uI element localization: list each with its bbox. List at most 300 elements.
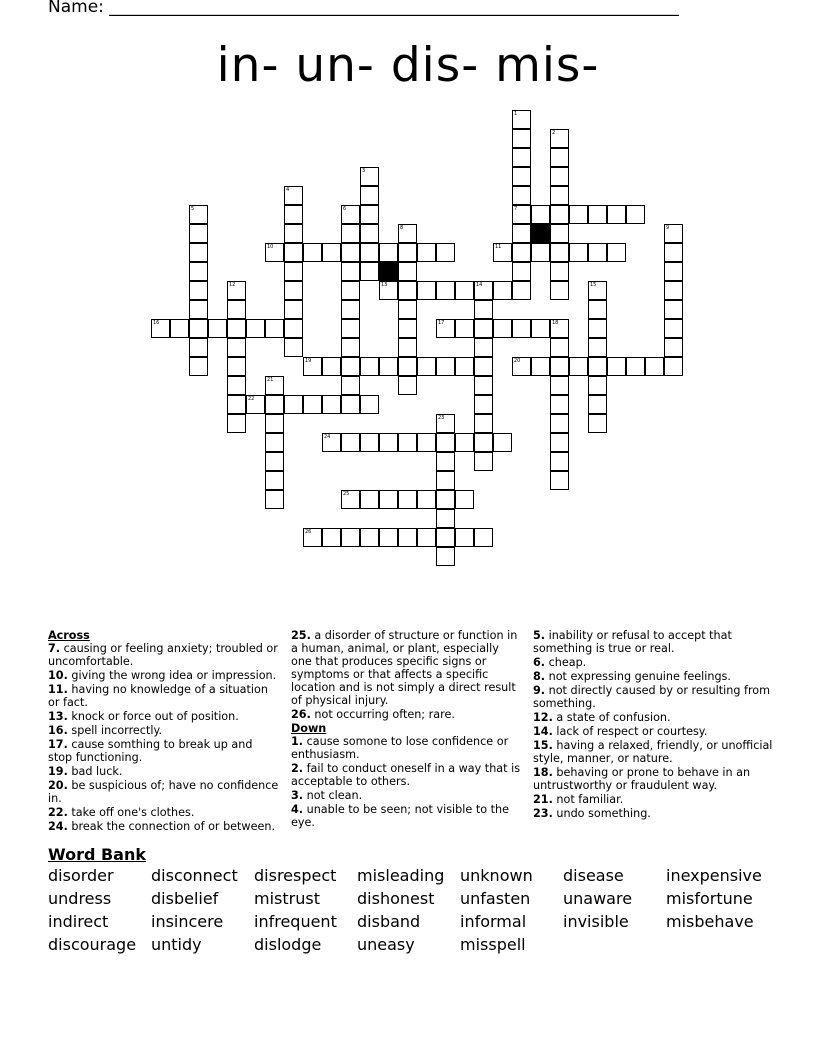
grid-cell[interactable] <box>341 281 360 300</box>
clue-text: be suspicious of; have no confidence in. <box>48 779 279 805</box>
black-cell <box>379 262 398 281</box>
word-bank-word: disbelief <box>151 889 219 908</box>
grid-cell[interactable] <box>436 509 455 528</box>
grid-cell[interactable] <box>341 433 360 452</box>
grid-cell[interactable] <box>474 376 493 395</box>
grid-cell[interactable] <box>151 319 170 338</box>
grid-cell[interactable] <box>227 357 246 376</box>
grid-cell[interactable] <box>550 281 569 300</box>
grid-cell[interactable] <box>493 243 512 262</box>
grid-cell[interactable] <box>189 224 208 243</box>
grid-cell[interactable] <box>436 281 455 300</box>
grid-cell[interactable] <box>664 300 683 319</box>
grid-cell[interactable] <box>189 357 208 376</box>
grid-cell[interactable] <box>512 205 531 224</box>
grid-cell[interactable] <box>360 224 379 243</box>
grid-cell[interactable] <box>455 490 474 509</box>
grid-cell[interactable] <box>227 376 246 395</box>
word-bank-word: misspell <box>460 935 526 954</box>
grid-cell[interactable] <box>531 319 550 338</box>
grid-cell[interactable] <box>379 490 398 509</box>
clue-item <box>48 683 280 709</box>
grid-cell[interactable] <box>550 148 569 167</box>
grid-cell[interactable] <box>398 243 417 262</box>
grid-cell[interactable] <box>607 205 626 224</box>
word-bank-word: unaware <box>563 889 633 908</box>
grid-cell[interactable] <box>588 281 607 300</box>
clue-text: a state of confusion. <box>552 711 671 724</box>
clue-text: fail to conduct oneself in a way that is acceptable to others. <box>291 762 521 788</box>
grid-cell[interactable] <box>284 338 303 357</box>
clue-text: having a relaxed, friendly, or unofficial style, manner, or nature. <box>533 739 773 765</box>
clue-number-label: 10. <box>48 669 68 682</box>
grid-cell[interactable] <box>569 243 588 262</box>
clue-number: 4 <box>286 187 290 193</box>
clue-item <box>48 710 280 723</box>
grid-cell[interactable] <box>531 205 550 224</box>
clue-text: cheap. <box>545 656 587 669</box>
clue-number: 15 <box>590 282 597 288</box>
grid-cell[interactable] <box>284 205 303 224</box>
clue-number-label: 13. <box>48 710 68 723</box>
grid-cell[interactable] <box>341 224 360 243</box>
grid-cell[interactable] <box>265 319 284 338</box>
clue-item <box>533 670 773 683</box>
grid-cell[interactable] <box>588 414 607 433</box>
clue-text: cause somthing to break up and stop functioning. <box>48 738 253 764</box>
grid-cell[interactable] <box>379 281 398 300</box>
black-cell <box>531 224 550 243</box>
clues-column-1 <box>48 629 280 834</box>
grid-cell[interactable] <box>322 357 341 376</box>
grid-cell[interactable] <box>436 357 455 376</box>
grid-cell[interactable] <box>550 471 569 490</box>
grid-cell[interactable] <box>265 490 284 509</box>
grid-cell[interactable] <box>550 357 569 376</box>
grid-cell[interactable] <box>455 319 474 338</box>
grid-cell[interactable] <box>626 357 645 376</box>
clue-number: 24 <box>324 434 331 440</box>
grid-cell[interactable] <box>436 490 455 509</box>
grid-cell[interactable] <box>512 167 531 186</box>
clues-column-2 <box>291 629 523 830</box>
grid-cell[interactable] <box>550 129 569 148</box>
word-bank <box>48 866 788 958</box>
grid-cell[interactable] <box>284 243 303 262</box>
grid-cell[interactable] <box>607 243 626 262</box>
grid-cell[interactable] <box>512 319 531 338</box>
clue-number-label: 20. <box>48 779 68 792</box>
grid-cell[interactable] <box>550 452 569 471</box>
grid-cell[interactable] <box>588 338 607 357</box>
word-bank-row <box>48 912 788 935</box>
grid-cell[interactable] <box>189 281 208 300</box>
grid-cell[interactable] <box>189 262 208 281</box>
grid-cell[interactable] <box>379 433 398 452</box>
grid-cell[interactable] <box>341 528 360 547</box>
clue-number-label: 9. <box>533 684 546 697</box>
grid-cell[interactable] <box>398 357 417 376</box>
clue-number: 9 <box>666 225 670 231</box>
grid-cell[interactable] <box>550 376 569 395</box>
clue-number: 2 <box>552 130 556 136</box>
clue-text: giving the wrong idea or impression. <box>67 669 277 682</box>
grid-cell[interactable] <box>360 205 379 224</box>
grid-cell[interactable] <box>664 338 683 357</box>
clue-number-label: 21. <box>533 793 553 806</box>
clue-item <box>533 684 773 710</box>
clue-number-label: 22. <box>48 806 68 819</box>
grid-cell[interactable] <box>436 471 455 490</box>
grid-cell[interactable] <box>398 490 417 509</box>
grid-cell[interactable] <box>588 357 607 376</box>
word-bank-word: disband <box>357 912 421 931</box>
grid-cell[interactable] <box>645 357 664 376</box>
clue-item <box>48 765 280 778</box>
grid-cell[interactable] <box>474 338 493 357</box>
grid-cell[interactable] <box>550 167 569 186</box>
grid-cell[interactable] <box>512 110 531 129</box>
grid-cell[interactable] <box>398 262 417 281</box>
grid-cell[interactable] <box>664 319 683 338</box>
clue-item <box>533 629 773 655</box>
grid-cell[interactable] <box>531 357 550 376</box>
word-bank-row <box>48 866 788 889</box>
grid-cell[interactable] <box>265 376 284 395</box>
word-bank-word: misfortune <box>666 889 753 908</box>
grid-cell[interactable] <box>512 148 531 167</box>
word-bank-row <box>48 889 788 912</box>
grid-cell[interactable] <box>341 205 360 224</box>
grid-cell[interactable] <box>360 167 379 186</box>
grid-cell[interactable] <box>512 281 531 300</box>
clue-item <box>291 629 523 707</box>
clue-number: 8 <box>400 225 404 231</box>
grid-cell[interactable] <box>512 243 531 262</box>
grid-cell[interactable] <box>189 243 208 262</box>
grid-cell[interactable] <box>588 205 607 224</box>
grid-cell[interactable] <box>455 433 474 452</box>
grid-cell[interactable] <box>341 338 360 357</box>
grid-cell[interactable] <box>341 243 360 262</box>
grid-cell[interactable] <box>550 205 569 224</box>
word-bank-word: infrequent <box>254 912 337 931</box>
clue-item <box>291 735 523 761</box>
clue-text: break the connection of or between. <box>67 820 275 833</box>
grid-cell[interactable] <box>398 224 417 243</box>
clue-number: 16 <box>153 320 160 326</box>
grid-cell[interactable] <box>360 528 379 547</box>
grid-cell[interactable] <box>208 319 227 338</box>
word-bank-word: uneasy <box>357 935 415 954</box>
grid-cell[interactable] <box>455 357 474 376</box>
grid-cell[interactable] <box>436 528 455 547</box>
clue-number: 5 <box>191 206 195 212</box>
clue-number: 3 <box>362 168 366 174</box>
grid-cell[interactable] <box>588 300 607 319</box>
clue-item <box>533 793 773 806</box>
grid-cell[interactable] <box>398 338 417 357</box>
clue-text: lack of respect or courtesy. <box>552 725 708 738</box>
clue-item <box>533 807 773 820</box>
grid-cell[interactable] <box>360 433 379 452</box>
grid-cell[interactable] <box>417 490 436 509</box>
grid-cell[interactable] <box>284 262 303 281</box>
grid-cell[interactable] <box>436 414 455 433</box>
clue-text: not occurring often; rare. <box>310 708 455 721</box>
word-bank-word: dislodge <box>254 935 322 954</box>
grid-cell[interactable] <box>436 319 455 338</box>
grid-cell[interactable] <box>436 547 455 566</box>
clue-number: 18 <box>552 320 559 326</box>
grid-cell[interactable] <box>303 395 322 414</box>
clue-number: 23 <box>438 415 445 421</box>
grid-cell[interactable] <box>189 338 208 357</box>
grid-cell[interactable] <box>588 376 607 395</box>
grid-cell[interactable] <box>360 490 379 509</box>
grid-cell[interactable] <box>664 281 683 300</box>
grid-cell[interactable] <box>303 357 322 376</box>
grid-cell[interactable] <box>398 528 417 547</box>
grid-cell[interactable] <box>512 357 531 376</box>
word-bank-word: informal <box>460 912 527 931</box>
clue-number: 19 <box>305 358 312 364</box>
grid-cell[interactable] <box>512 262 531 281</box>
clue-number-label: 11. <box>48 683 68 696</box>
clue-number-label: 17. <box>48 738 68 751</box>
grid-cell[interactable] <box>550 243 569 262</box>
grid-cell[interactable] <box>227 300 246 319</box>
clue-number-label: 19. <box>48 765 68 778</box>
grid-cell[interactable] <box>189 300 208 319</box>
grid-cell[interactable] <box>265 414 284 433</box>
clue-item <box>48 820 280 833</box>
grid-cell[interactable] <box>474 281 493 300</box>
grid-cell[interactable] <box>474 357 493 376</box>
grid-cell[interactable] <box>284 395 303 414</box>
grid-cell[interactable] <box>493 433 512 452</box>
grid-cell[interactable] <box>341 300 360 319</box>
grid-cell[interactable] <box>417 281 436 300</box>
grid-cell[interactable] <box>474 300 493 319</box>
word-bank-word: misbehave <box>666 912 754 931</box>
grid-cell[interactable] <box>588 243 607 262</box>
grid-cell[interactable] <box>512 129 531 148</box>
clue-text: behaving or prone to behave in an untrustworthy or fraudulent way. <box>533 766 751 792</box>
clue-number-label: 4. <box>291 803 304 816</box>
clue-item <box>533 711 773 724</box>
grid-cell[interactable] <box>550 224 569 243</box>
grid-cell[interactable] <box>341 319 360 338</box>
grid-cell[interactable] <box>455 281 474 300</box>
grid-cell[interactable] <box>664 262 683 281</box>
grid-cell[interactable] <box>550 414 569 433</box>
clue-item <box>291 803 523 829</box>
grid-cell[interactable] <box>265 433 284 452</box>
clue-number-label: 16. <box>48 724 68 737</box>
grid-cell[interactable] <box>265 471 284 490</box>
grid-cell[interactable] <box>417 243 436 262</box>
grid-cell[interactable] <box>341 395 360 414</box>
clue-item <box>48 724 280 737</box>
grid-cell[interactable] <box>531 243 550 262</box>
name-blank[interactable]: ___________________________________________________________________ <box>109 0 679 17</box>
grid-cell[interactable] <box>474 414 493 433</box>
clue-text: take off one's clothes. <box>67 806 195 819</box>
clue-text: undo something. <box>552 807 651 820</box>
clue-number: 17 <box>438 320 445 326</box>
word-bank-word: untidy <box>151 935 202 954</box>
clue-number-label: 8. <box>533 670 546 683</box>
grid-cell[interactable] <box>664 224 683 243</box>
grid-cell[interactable] <box>189 205 208 224</box>
grid-cell[interactable] <box>303 528 322 547</box>
grid-cell[interactable] <box>550 395 569 414</box>
grid-cell[interactable] <box>474 395 493 414</box>
word-bank-word: inexpensive <box>666 866 762 885</box>
clue-item <box>48 806 280 819</box>
grid-cell[interactable] <box>398 281 417 300</box>
word-bank-word: disrespect <box>254 866 337 885</box>
grid-cell[interactable] <box>265 243 284 262</box>
grid-cell[interactable] <box>360 186 379 205</box>
grid-cell[interactable] <box>360 395 379 414</box>
clue-number-label: 2. <box>291 762 304 775</box>
grid-cell[interactable] <box>398 433 417 452</box>
grid-cell[interactable] <box>569 205 588 224</box>
clue-text: having no knowledge of a situation or fact. <box>48 683 268 709</box>
grid-cell[interactable] <box>227 414 246 433</box>
name-label: Name: <box>48 0 110 17</box>
grid-cell[interactable] <box>265 395 284 414</box>
grid-cell[interactable] <box>664 243 683 262</box>
grid-cell[interactable] <box>569 357 588 376</box>
grid-cell[interactable] <box>284 281 303 300</box>
grid-cell[interactable] <box>360 262 379 281</box>
clue-number-label: 7. <box>48 642 61 655</box>
word-bank-word: undress <box>48 889 112 908</box>
grid-cell[interactable] <box>436 433 455 452</box>
grid-cell[interactable] <box>265 452 284 471</box>
clue-text: bad luck. <box>67 765 123 778</box>
clue-item <box>533 656 773 669</box>
clue-item <box>48 738 280 764</box>
grid-cell[interactable] <box>550 262 569 281</box>
grid-cell[interactable] <box>417 433 436 452</box>
grid-cell[interactable] <box>512 224 531 243</box>
grid-cell[interactable] <box>284 300 303 319</box>
clue-item <box>533 739 773 765</box>
clue-text: cause somone to lose confidence or enthusiasm. <box>291 735 509 761</box>
grid-cell[interactable] <box>227 395 246 414</box>
word-bank-word: unknown <box>460 866 533 885</box>
clue-number: 12 <box>229 282 236 288</box>
clue-number-label: 12. <box>533 711 553 724</box>
clue-number-label: 23. <box>533 807 553 820</box>
grid-cell[interactable] <box>322 395 341 414</box>
grid-cell[interactable] <box>607 357 626 376</box>
grid-cell[interactable] <box>360 357 379 376</box>
clue-item <box>291 789 523 802</box>
grid-cell[interactable] <box>398 376 417 395</box>
grid-cell[interactable] <box>341 357 360 376</box>
clue-number: 14 <box>476 282 483 288</box>
word-bank-title: Word Bank <box>48 845 147 864</box>
grid-cell[interactable] <box>341 490 360 509</box>
grid-cell[interactable] <box>379 528 398 547</box>
grid-cell[interactable] <box>474 433 493 452</box>
word-bank-word: misleading <box>357 866 445 885</box>
grid-cell[interactable] <box>417 357 436 376</box>
grid-cell[interactable] <box>227 319 246 338</box>
grid-cell[interactable] <box>246 395 265 414</box>
word-bank-word: invisible <box>563 912 629 931</box>
grid-cell[interactable] <box>626 205 645 224</box>
grid-cell[interactable] <box>550 186 569 205</box>
clue-number: 26 <box>305 529 312 535</box>
grid-cell[interactable] <box>170 319 189 338</box>
grid-cell[interactable] <box>322 243 341 262</box>
clue-number: 21 <box>267 377 274 383</box>
grid-cell[interactable] <box>436 243 455 262</box>
grid-cell[interactable] <box>341 376 360 395</box>
grid-cell[interactable] <box>398 319 417 338</box>
clue-text: not directly caused by or resulting from something. <box>533 684 771 710</box>
grid-cell[interactable] <box>322 528 341 547</box>
grid-cell[interactable] <box>550 433 569 452</box>
grid-cell[interactable] <box>493 319 512 338</box>
grid-cell[interactable] <box>227 338 246 357</box>
grid-cell[interactable] <box>284 224 303 243</box>
word-bank-word: dishonest <box>357 889 435 908</box>
grid-cell[interactable] <box>474 528 493 547</box>
grid-cell[interactable] <box>550 319 569 338</box>
word-bank-word: discourage <box>48 935 137 954</box>
clue-number: 1 <box>514 111 518 117</box>
grid-cell[interactable] <box>474 452 493 471</box>
grid-cell[interactable] <box>322 433 341 452</box>
grid-cell[interactable] <box>455 528 474 547</box>
grid-cell[interactable] <box>664 357 683 376</box>
clue-number-label: 24. <box>48 820 68 833</box>
clue-number-label: 3. <box>291 789 304 802</box>
clue-number-label: 15. <box>533 739 553 752</box>
grid-cell[interactable] <box>550 338 569 357</box>
grid-cell[interactable] <box>303 243 322 262</box>
clue-number: 25 <box>343 491 350 497</box>
grid-cell[interactable] <box>284 319 303 338</box>
grid-cell[interactable] <box>512 186 531 205</box>
grid-cell[interactable] <box>436 452 455 471</box>
grid-cell[interactable] <box>189 319 208 338</box>
grid-cell[interactable] <box>341 262 360 281</box>
grid-cell[interactable] <box>227 281 246 300</box>
page-title: in- un- dis- mis- <box>216 38 600 93</box>
grid-cell[interactable] <box>246 319 265 338</box>
grid-cell[interactable] <box>398 300 417 319</box>
grid-cell[interactable] <box>474 319 493 338</box>
grid-cell[interactable] <box>284 186 303 205</box>
grid-cell[interactable] <box>588 319 607 338</box>
grid-cell[interactable] <box>417 528 436 547</box>
grid-cell[interactable] <box>588 395 607 414</box>
grid-cell[interactable] <box>360 243 379 262</box>
grid-cell[interactable] <box>493 281 512 300</box>
grid-cell[interactable] <box>379 357 398 376</box>
grid-cell[interactable] <box>379 243 398 262</box>
clue-number-label: 26. <box>291 708 311 721</box>
word-bank-word: mistrust <box>254 889 320 908</box>
